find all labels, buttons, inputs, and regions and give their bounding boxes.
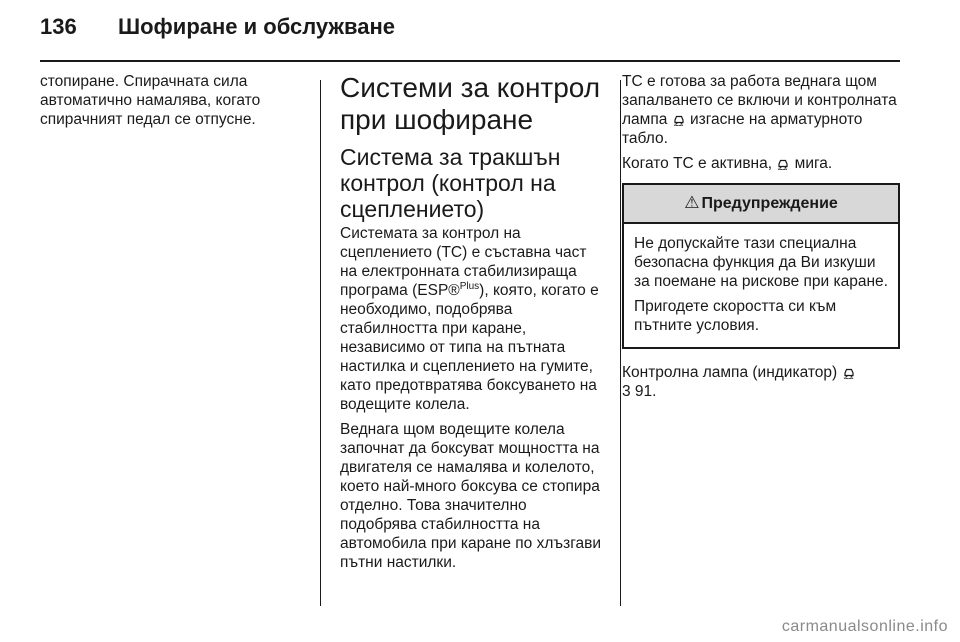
column-2	[340, 72, 606, 578]
warning-body	[624, 224, 898, 347]
warning-box	[622, 183, 900, 349]
chapter-title: Шофиране и обслужване	[118, 14, 396, 39]
traction-control-lamp-icon	[776, 156, 790, 170]
warning-header	[624, 185, 898, 224]
col2-paragraph-1	[340, 224, 606, 414]
warning-paragraph-1: Не допускайте тази специална безопасна функция да Ви изкуши за поемане на рискове при каране.	[634, 235, 888, 290]
header-rule	[40, 60, 900, 62]
traction-control-lamp-icon	[672, 112, 686, 126]
traction-control-lamp-icon	[842, 365, 856, 379]
col2-p1-text-end: ), която, когато е необходимо, подобрява стабилността при каране, независимо от типа на пътната настилка и сцеплението на гумите, като предотвратява боксуването на водещите колела.	[340, 282, 599, 413]
subsection-title: Система за тракшън контрол (контрол на сцеплението)	[340, 144, 561, 222]
watermark: carmanualsonline.info	[781, 618, 948, 635]
col3-paragraph-1	[622, 72, 900, 148]
warning-paragraph-2: Пригодете скоростта си към пътните условия.	[634, 298, 837, 334]
col3-p1-text: TC е готова за работа веднага щом запалването се включи и контролната лампа	[622, 73, 897, 128]
col3-p2-text-end: мига.	[794, 155, 833, 172]
column-3	[622, 72, 900, 407]
page-number: 136	[40, 14, 77, 39]
esp-plus-superscript: Plus	[459, 280, 480, 292]
col2-paragraph-2: Веднага щом водещите колела започнат да боксуват мощността на двигателя се намалява и колелото, което най-много боксува се стопира отделно. Това значително подобрява стабилността на автомобила при каране по хлъзгави пътни настилки.	[340, 421, 602, 571]
col3-p3-text: Контролна лампа (индикатор)	[622, 364, 838, 381]
col3-paragraph-2	[622, 154, 900, 173]
col2-p1-text: Системата за контрол на сцеплението (TC) е съставна част на електронната стабилизираща програма (ESP®	[340, 225, 587, 299]
section-title: Системи за контрол при шофиране	[340, 72, 601, 135]
column-divider-2	[620, 80, 621, 606]
column-divider-1	[320, 80, 321, 606]
page-reference-link[interactable]: 3 91.	[622, 383, 657, 400]
col3-paragraph-3	[622, 363, 900, 401]
warning-title: Предупреждение	[701, 195, 838, 212]
warning-triangle-icon: ⚠	[684, 193, 700, 212]
col1-paragraph: стопиране. Спирачната сила автоматично намалява, когато спирачният педал се отпусне.	[40, 73, 261, 128]
col3-p1-text-end: изгасне на арматурното табло.	[622, 111, 863, 147]
col3-p2-text: Когато TC е активна,	[622, 155, 773, 172]
column-1	[40, 72, 308, 135]
